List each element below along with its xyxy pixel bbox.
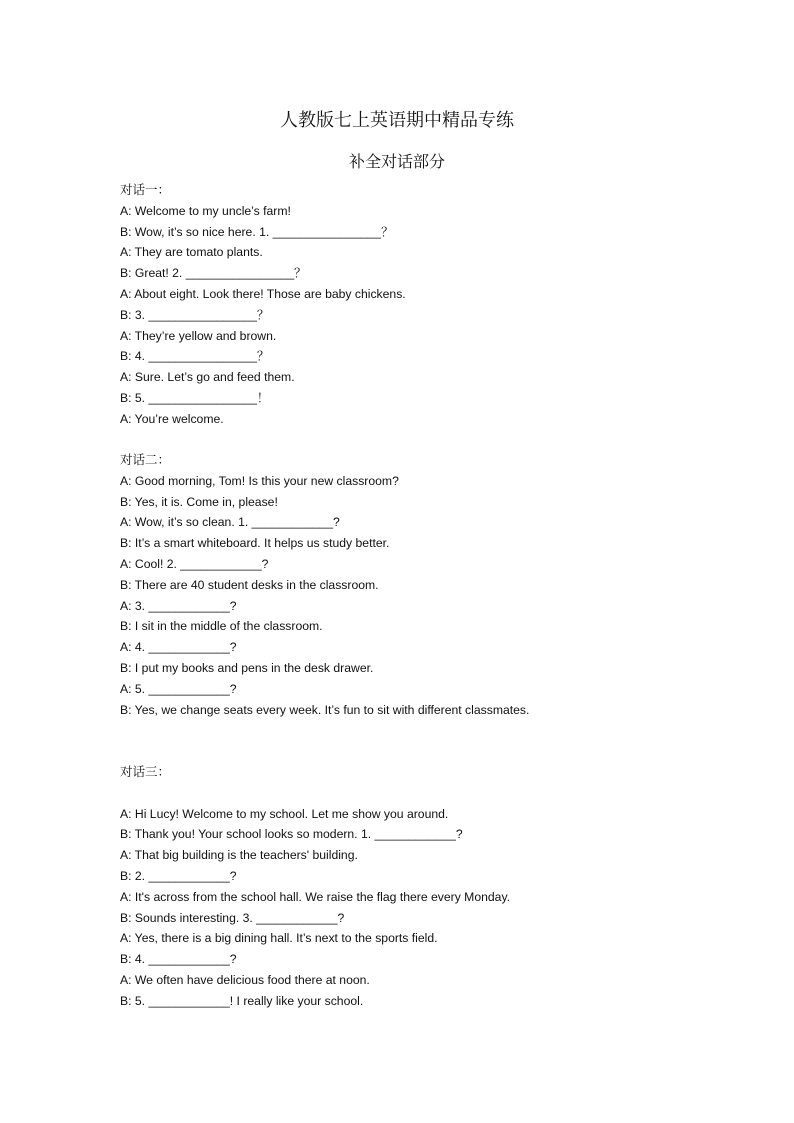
dialogue-line: A: You’re welcome. bbox=[120, 411, 224, 426]
dialogue-line: A: Wow, it’s so clean. 1. ____________? bbox=[120, 515, 340, 530]
dialogue-line: B: Yes, it is. Come in, please! bbox=[120, 494, 278, 509]
dialogue-line: B: There are 40 student desks in the classroom. bbox=[120, 577, 379, 592]
dialogue-line: B: 5. ________________！ bbox=[120, 390, 270, 405]
dialogue-line: B: It’s a smart whiteboard. It helps us study better. bbox=[120, 536, 390, 551]
dialogue-line: B: 4. ____________? bbox=[120, 952, 237, 967]
dialogue-line: B: 2. ____________? bbox=[120, 868, 237, 883]
dialogue-line: A: 5. ____________? bbox=[120, 681, 237, 696]
dialogue-line: B: Yes, we change seats every week. It’s fun to sit with different classmates. bbox=[120, 702, 530, 717]
dialogue-line: A: They are tomato plants. bbox=[120, 245, 263, 260]
dialogue-2 bbox=[120, 450, 740, 720]
dialogue-line: B: Wow, it’s so nice here. 1. ________________？ bbox=[120, 224, 394, 239]
dialogue-line: B: 3. ________________？ bbox=[120, 307, 270, 322]
dialogue-heading: 对话三： bbox=[120, 764, 171, 779]
dialogue-line: A: About eight. Look there! Those are baby chickens. bbox=[120, 286, 406, 301]
dialogue-line: B: Great! 2. ________________？ bbox=[120, 266, 307, 281]
spacer bbox=[120, 783, 740, 804]
dialogue-line: A: Sure. Let’s go and feed them. bbox=[120, 370, 295, 385]
dialogue-line: A: We often have delicious food there at noon. bbox=[120, 972, 370, 987]
document-title: 人教版七上英语期中精品专练 bbox=[280, 110, 514, 131]
dialogue-line: A: They’re yellow and brown. bbox=[120, 328, 277, 343]
dialogue-heading: 对话二： bbox=[120, 452, 171, 467]
dialogue-line: A: Hi Lucy! Welcome to my school. Let me show you around. bbox=[120, 806, 449, 821]
dialogue-line: A: Cool! 2. ____________? bbox=[120, 556, 269, 571]
dialogue-line: A: 4. ____________? bbox=[120, 640, 237, 655]
dialogue-line: B: I sit in the middle of the classroom. bbox=[120, 619, 323, 634]
dialogue-line: B: 5. ____________! I really like your school. bbox=[120, 993, 364, 1008]
dialogue-line: A: 3. ____________? bbox=[120, 598, 237, 613]
dialogue-line: B: Thank you! Your school looks so modern. 1. ____________? bbox=[120, 827, 463, 842]
dialogue-line: B: I put my books and pens in the desk drawer. bbox=[120, 660, 374, 675]
dialogue-line: A: That big building is the teachers' building. bbox=[120, 848, 358, 863]
dialogue-heading: 对话一： bbox=[120, 182, 171, 197]
dialogue-line: B: 4. ________________？ bbox=[120, 349, 270, 364]
dialogue-line: A: Welcome to my uncle’s farm! bbox=[120, 203, 291, 218]
dialogue-3 bbox=[120, 762, 740, 1012]
dialogue-line: A: Good morning, Tom! Is this your new classroom? bbox=[120, 473, 399, 488]
document-subtitle: 补全对话部分 bbox=[348, 152, 445, 171]
dialogue-1 bbox=[120, 180, 740, 430]
dialogue-line: B: Sounds interesting. 3. ____________? bbox=[120, 910, 345, 925]
dialogue-line: A: It's across from the school hall. We raise the flag there every Monday. bbox=[120, 889, 511, 904]
dialogue-line: A: Yes, there is a big dining hall. It’s next to the sports field. bbox=[120, 931, 438, 946]
